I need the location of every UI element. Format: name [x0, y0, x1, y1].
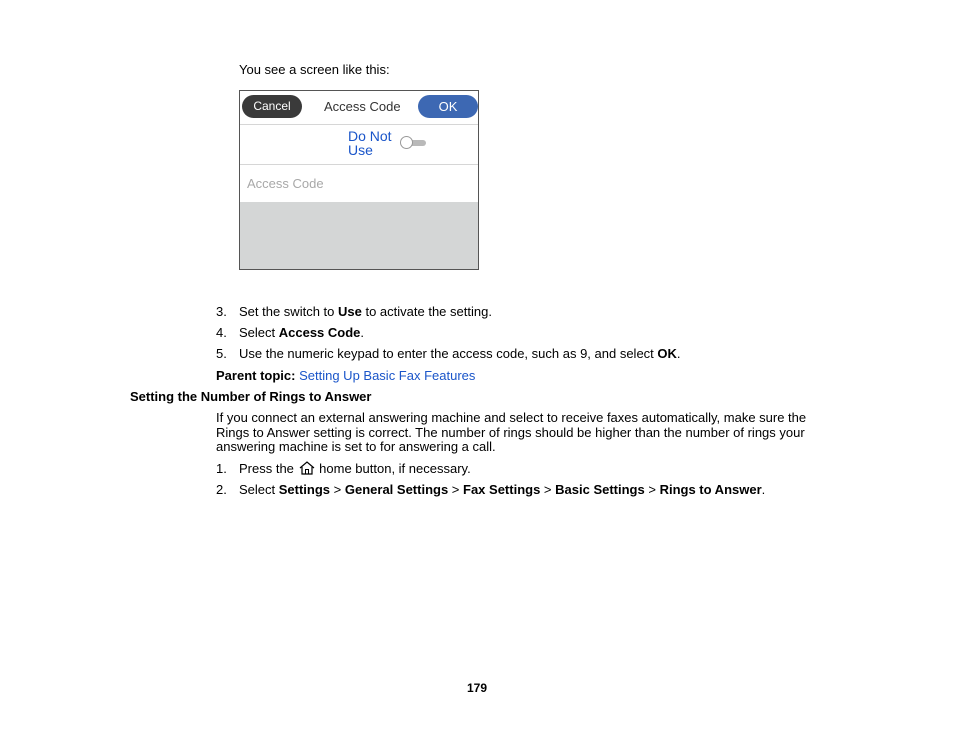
use-toggle-switch[interactable]	[400, 138, 428, 148]
keypad-area	[240, 202, 478, 270]
menu-path-item: Settings	[278, 482, 331, 497]
step-text: Set the switch to Use to activate the setting.	[239, 304, 492, 319]
use-toggle-row	[240, 125, 478, 165]
screen-title: Access Code	[324, 99, 401, 114]
step-number: 5.	[216, 346, 227, 361]
intro-text: You see a screen like this:	[239, 62, 390, 77]
paragraph-line: If you connect an external answering machine and select to receive faxes automatically, make sure the	[216, 410, 807, 425]
page-number: 179	[466, 681, 488, 695]
menu-path-item: Basic Settings	[555, 482, 645, 497]
home-icon	[299, 461, 315, 475]
access-code-placeholder: Access Code	[247, 176, 324, 191]
step-text: Select Access Code.	[239, 325, 365, 340]
parent-topic-label: Parent topic:	[216, 368, 296, 383]
step-text: Select Settings > General Settings > Fax Settings > Basic Settings > Rings to Answer.	[239, 482, 766, 497]
step-number: 4.	[216, 325, 227, 340]
step-number: 2.	[216, 482, 227, 497]
step-text: Press the home button, if necessary.	[239, 461, 471, 476]
step-number: 3.	[216, 304, 227, 319]
step-number: 1.	[216, 461, 227, 476]
menu-path-item: General Settings	[344, 482, 449, 497]
paragraph-line: Rings to Answer setting is correct. The number of rings should be higher than the number of rings your	[216, 425, 805, 440]
parent-topic-link[interactable]: Setting Up Basic Fax Features	[299, 368, 476, 383]
section-heading: Setting the Number of Rings to Answer	[130, 389, 372, 404]
screen-illustration	[239, 90, 479, 270]
screen-header	[240, 91, 478, 125]
paragraph-line: answering machine is set to for answering a call.	[216, 439, 496, 454]
access-code-field[interactable]	[240, 165, 478, 202]
parent-topic	[216, 368, 475, 383]
toggle-knob	[400, 136, 413, 149]
ok-button[interactable]: OK	[418, 95, 478, 118]
menu-path-item: Fax Settings	[463, 482, 541, 497]
toggle-label: Do Not Use	[348, 128, 392, 158]
menu-path-item: Rings to Answer	[659, 482, 762, 497]
cancel-button[interactable]: Cancel	[242, 95, 302, 118]
step-text: Use the numeric keypad to enter the access code, such as 9, and select OK.	[239, 346, 681, 361]
